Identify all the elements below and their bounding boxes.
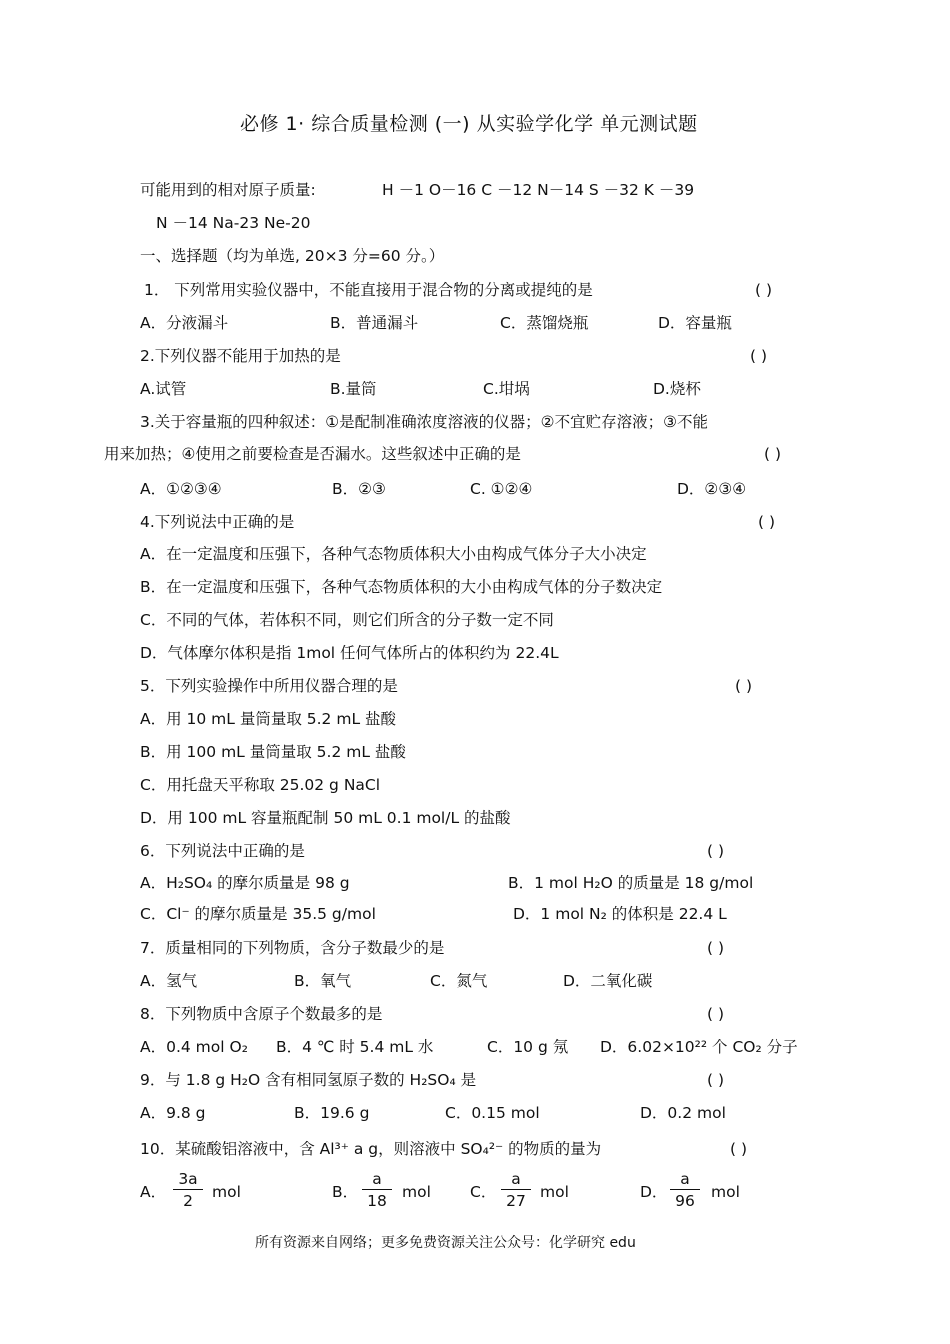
option-c: C．不同的气体，若体积不同，则它们所含的分子数一定不同 <box>140 611 554 629</box>
option-d: D．气体摩尔体积是指 1mol 任何气体所占的体积约为 22.4L <box>140 644 559 662</box>
option-d: D．②③④ <box>677 480 747 498</box>
option-d: D．二氧化碳 <box>563 972 653 990</box>
answer-paren: ( ) <box>735 677 753 695</box>
option-a: A．0.4 mol O₂ <box>140 1038 248 1056</box>
option-b: B．19.6 g <box>294 1104 370 1122</box>
question-4-stem: 4.下列说法中正确的是 <box>140 513 295 531</box>
option-c: C.坩埚 <box>483 380 530 398</box>
fraction-denominator: 96 <box>675 1192 695 1210</box>
option-a: A．在一定温度和压强下，各种气态物质体积大小由构成气体分子大小决定 <box>140 545 647 563</box>
option-d: D．1 mol N₂ 的体积是 22.4 L <box>513 905 727 923</box>
option-b: B．氧气 <box>294 972 352 990</box>
option-d-unit: mol <box>711 1183 740 1201</box>
page-title: 必修 1· 综合质量检测 (一) 从实验学化学 单元测试题 <box>240 113 698 135</box>
option-a: A．分液漏斗 <box>140 314 229 332</box>
answer-paren: ( ) <box>707 1005 725 1023</box>
question-7-stem: 7．质量相同的下列物质，含分子数最少的是 <box>140 939 445 957</box>
option-a: A.试管 <box>140 380 187 398</box>
option-a-unit: mol <box>212 1183 241 1201</box>
option-d: D．用 100 mL 容量瓶配制 50 mL 0.1 mol/L 的盐酸 <box>140 809 511 827</box>
option-d-letter: D． <box>640 1183 668 1201</box>
option-d-fraction <box>670 1170 700 1210</box>
option-c: C．蒸馏烧瓶 <box>500 314 589 332</box>
answer-paren: ( ) <box>707 939 725 957</box>
option-b: B.量筒 <box>330 380 377 398</box>
question-10-stem: 10．某硫酸铝溶液中，含 Al³⁺ a g，则溶液中 SO₄²⁻ 的物质的量为 <box>140 1140 602 1158</box>
option-b: B．普通漏斗 <box>330 314 419 332</box>
option-b-letter: B． <box>332 1183 359 1201</box>
option-d: D．0.2 mol <box>640 1104 726 1122</box>
option-b-fraction <box>362 1170 392 1210</box>
option-d: D.烧杯 <box>653 380 701 398</box>
option-b: B．在一定温度和压强下，各种气态物质体积的大小由构成气体的分子数决定 <box>140 578 663 596</box>
option-a-fraction <box>173 1170 203 1210</box>
answer-paren: ( ) <box>707 1071 725 1089</box>
option-c: C．Cl⁻ 的摩尔质量是 35.5 g/mol <box>140 905 376 923</box>
option-b: B．1 mol H₂O 的质量是 18 g/mol <box>508 874 754 892</box>
option-b: B．4 ℃ 时 5.4 mL 水 <box>276 1038 434 1056</box>
option-a: A．H₂SO₄ 的摩尔质量是 98 g <box>140 874 350 892</box>
option-a: A．用 10 mL 量筒量取 5.2 mL 盐酸 <box>140 710 397 728</box>
fraction-denominator: 2 <box>183 1192 193 1210</box>
question-9-stem: 9．与 1.8 g H₂O 含有相同氢原子数的 H₂SO₄ 是 <box>140 1071 477 1089</box>
option-c: C．氮气 <box>430 972 488 990</box>
option-d: D．6.02×10²² 个 CO₂ 分子 <box>600 1038 798 1056</box>
answer-paren: ( ) <box>755 281 773 299</box>
fraction-numerator: 3a <box>173 1170 203 1190</box>
question-6-stem: 6．下列说法中正确的是 <box>140 842 305 860</box>
option-b-unit: mol <box>402 1183 431 1201</box>
option-c: C．10 g 氖 <box>487 1038 569 1056</box>
answer-paren: ( ) <box>730 1140 748 1158</box>
option-c: C．用托盘天平称取 25.02 g NaCl <box>140 776 381 794</box>
option-b: B．用 100 mL 量筒量取 5.2 mL 盐酸 <box>140 743 406 761</box>
option-a: A．9.8 g <box>140 1104 206 1122</box>
answer-paren: ( ) <box>707 842 725 860</box>
atomic-mass-line1: H －1 O－16 C －12 N－14 S －32 K －39 <box>382 181 695 199</box>
option-a: A．①②③④ <box>140 480 222 498</box>
question-1-stem: 1． 下列常用实验仪器中，不能直接用于混合物的分离或提纯的是 <box>144 281 593 299</box>
fraction-numerator: a <box>670 1170 700 1190</box>
answer-paren: ( ) <box>764 445 782 463</box>
answer-paren: ( ) <box>750 347 768 365</box>
question-3-stem: 3.关于容量瓶的四种叙述：①是配制准确浓度溶液的仪器；②不宜贮存溶液；③不能 <box>140 413 708 431</box>
atomic-mass-label: 可能用到的相对原子质量: <box>140 181 316 199</box>
option-a: A．氢气 <box>140 972 198 990</box>
fraction-denominator: 18 <box>367 1192 387 1210</box>
option-b: B．②③ <box>332 480 386 498</box>
atomic-mass-line2: N －14 Na-23 Ne-20 <box>156 214 311 232</box>
fraction-numerator: a <box>501 1170 531 1190</box>
page-footer: 所有资源来自网络；更多免费资源关注公众号：化学研究 edu <box>255 1235 636 1251</box>
answer-paren: ( ) <box>758 513 776 531</box>
question-2-stem: 2.下列仪器不能用于加热的是 <box>140 347 341 365</box>
fraction-denominator: 27 <box>506 1192 526 1210</box>
option-a-letter: A． <box>140 1183 167 1201</box>
fraction-numerator: a <box>362 1170 392 1190</box>
option-c: C．0.15 mol <box>445 1104 540 1122</box>
option-c-letter: C． <box>470 1183 497 1201</box>
section-heading: 一、选择题（均为单选, 20×3 分=60 分。） <box>140 247 445 265</box>
option-c-unit: mol <box>540 1183 569 1201</box>
option-d: D．容量瓶 <box>658 314 732 332</box>
question-5-stem: 5．下列实验操作中所用仪器合理的是 <box>140 677 398 695</box>
question-8-stem: 8．下列物质中含原子个数最多的是 <box>140 1005 383 1023</box>
option-c: C. ①②④ <box>470 480 533 498</box>
question-3-stem-cont: 用来加热；④使用之前要检查是否漏水。这些叙述中正确的是 <box>104 445 521 463</box>
option-c-fraction <box>501 1170 531 1210</box>
